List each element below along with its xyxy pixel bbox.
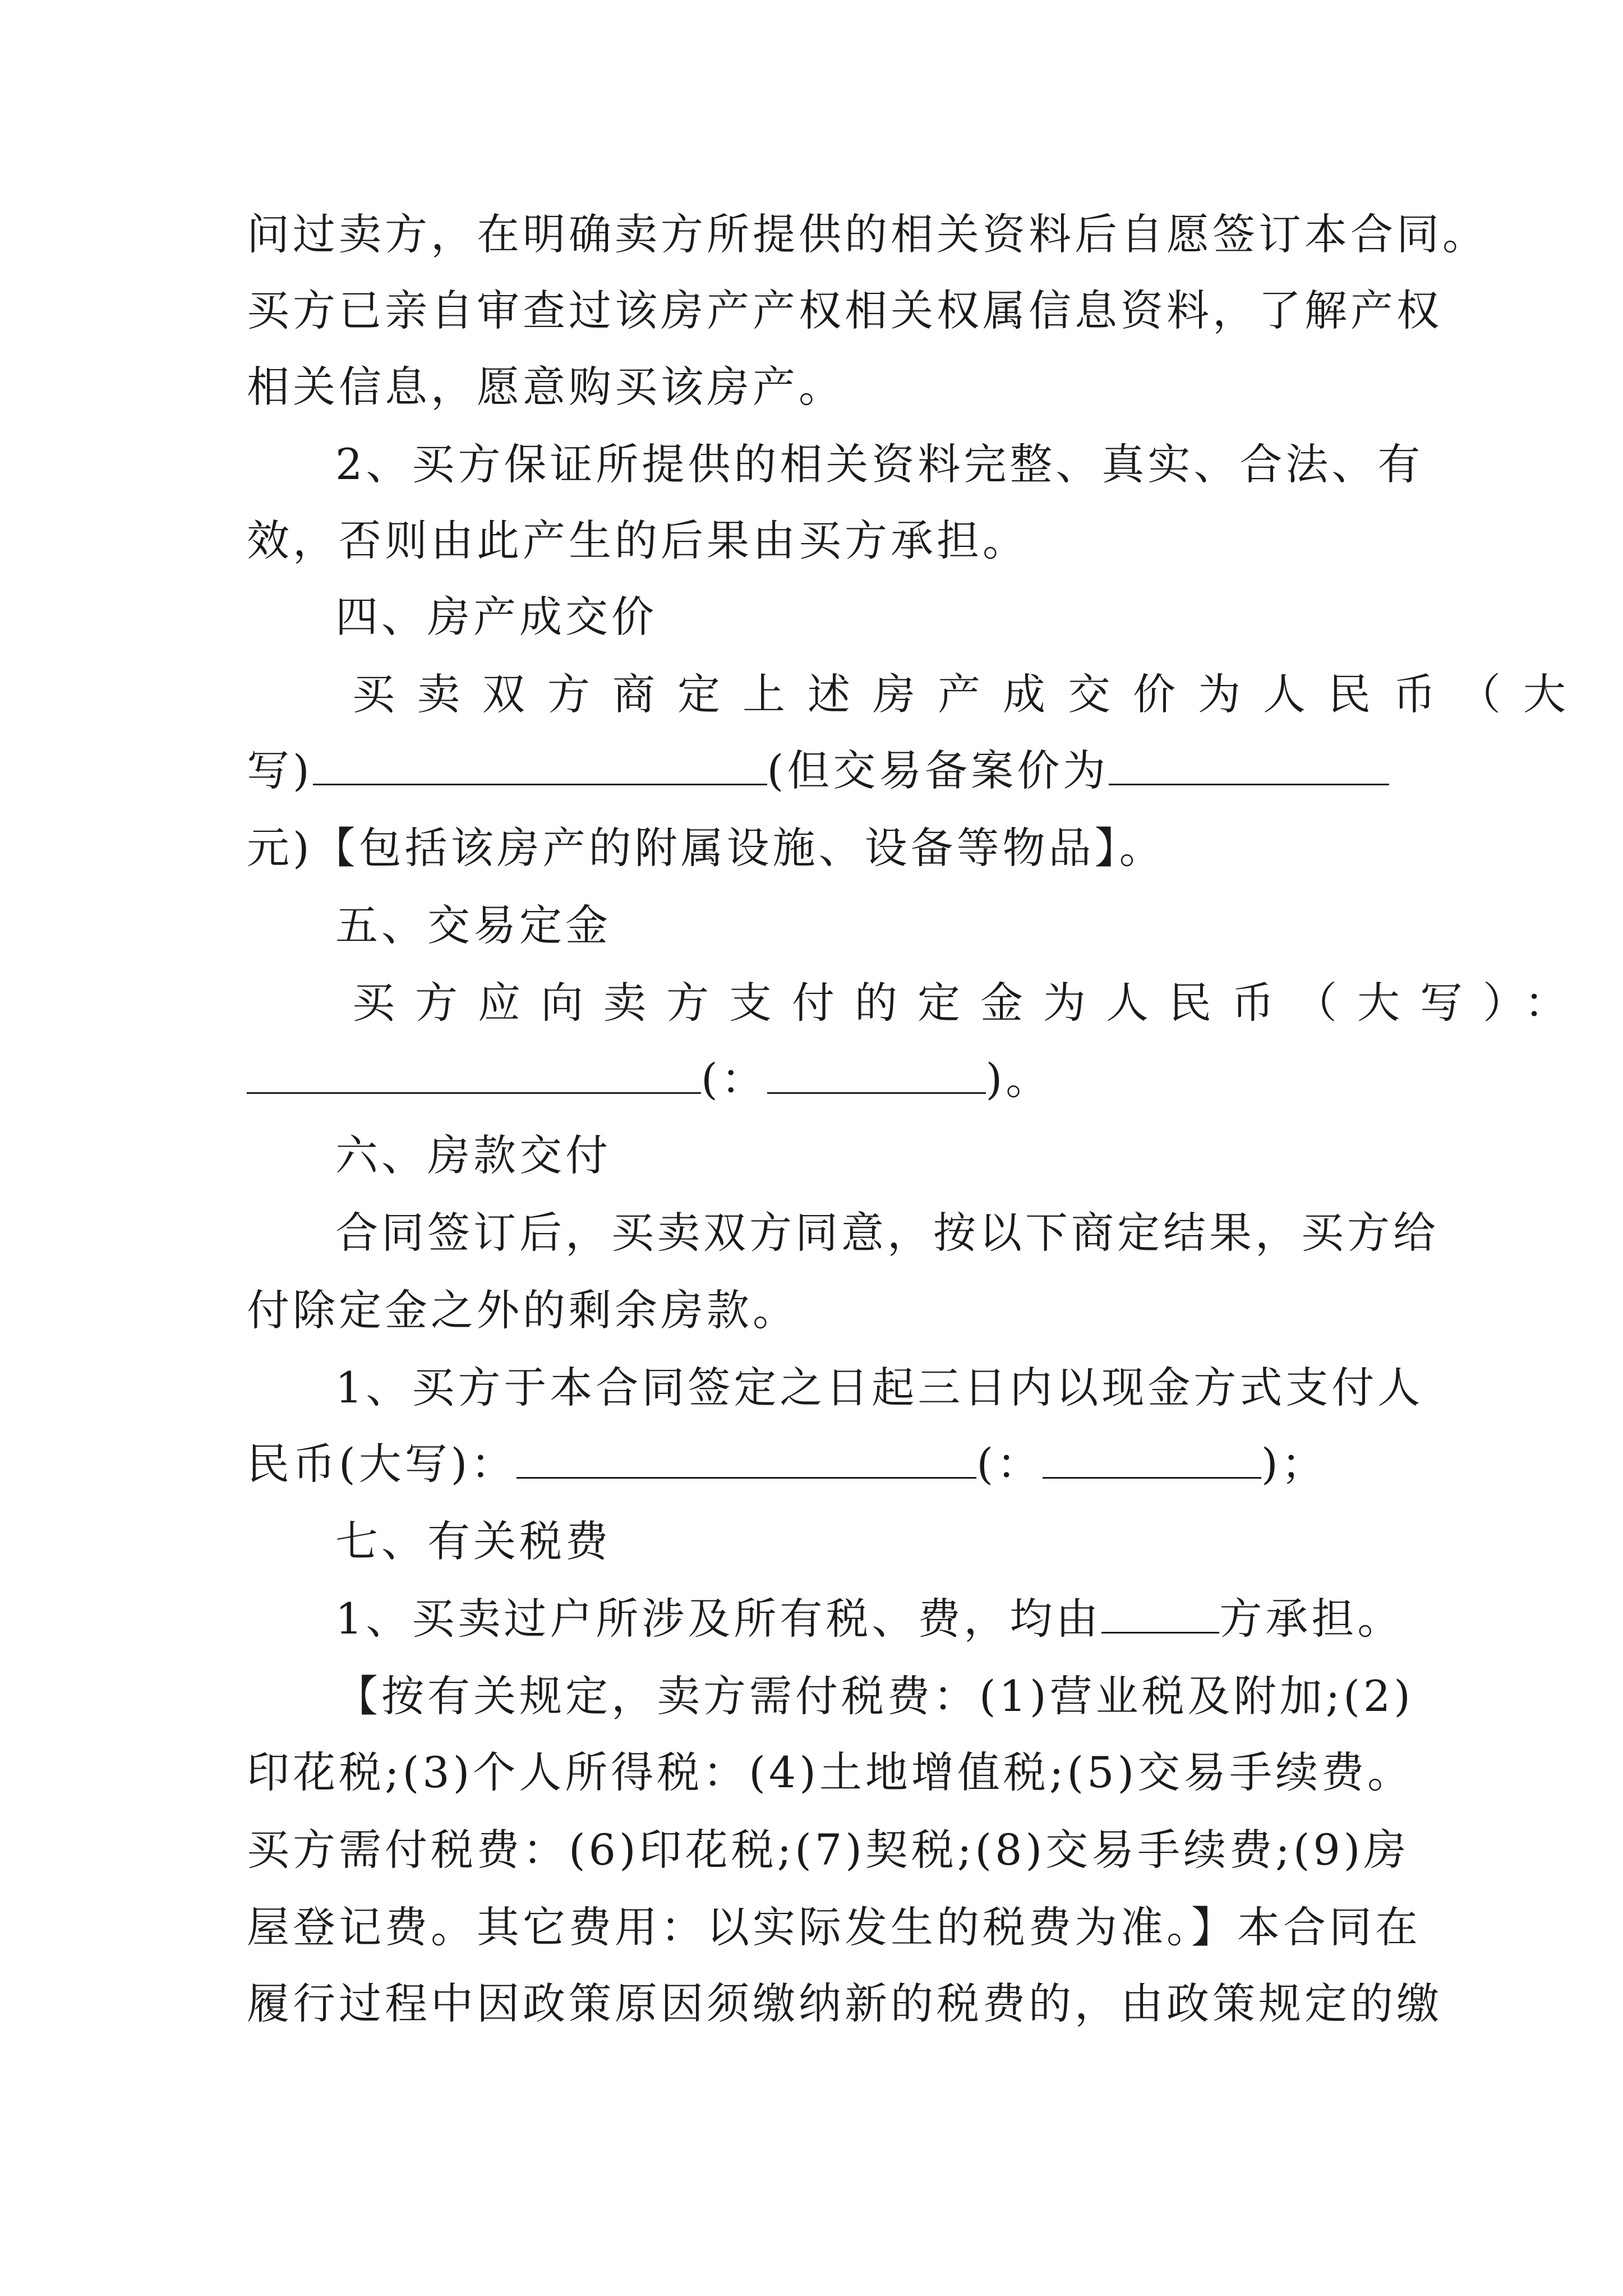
blank-field (1109, 748, 1389, 785)
paragraph-line: 2、买方保证所提供的相关资料完整、真实、合法、有 (335, 439, 1424, 489)
text-segment: (但交易备案价为 (767, 746, 1109, 795)
paragraph-line: 相关信息，愿意购买该房产。 (247, 362, 845, 412)
price-line (247, 743, 1389, 799)
blank-field (313, 748, 767, 785)
section-heading: 五、交易定金 (335, 900, 611, 950)
text-segment: (： (976, 1439, 1043, 1489)
paragraph-line: 印花税;(3)个人所得税：(4)土地增值税;(5)交易手续费。 (247, 1747, 1414, 1797)
blank-field (1101, 1596, 1219, 1634)
paragraph-line: 【按有关规定，卖方需付税费：(1)营业税及附加;(2) (335, 1671, 1414, 1721)
section-heading: 七、有关税费 (335, 1516, 611, 1566)
blank-field (247, 1056, 701, 1094)
text-segment: )。 (985, 1054, 1052, 1104)
payment-line (247, 1436, 1327, 1492)
paragraph-line: 履行过程中因政策原因须缴纳新的税费的，由政策规定的缴 (247, 1978, 1442, 2028)
tax-line (335, 1591, 1403, 1647)
paragraph-line: 付除定金之外的剩余房款。 (247, 1285, 799, 1335)
paragraph-line: 元)【包括该房产的附属设施、设备等物品】。 (247, 823, 1165, 873)
paragraph-line: 买方应向卖方支付的定金为人民币（大写）： (352, 978, 1587, 1028)
paragraph-line: 买方已亲自审查过该房产产权相关权属信息资料，了解产权 (247, 286, 1442, 335)
paragraph-line: 屋登记费。其它费用：以实际发生的税费为准。】本合同在 (247, 1902, 1421, 1952)
blank-field (767, 1056, 986, 1094)
text-segment: 写) (247, 746, 313, 795)
text-segment: 民币(大写)： (247, 1439, 517, 1489)
blank-field (1043, 1441, 1261, 1479)
section-heading: 六、房款交付 (335, 1130, 611, 1180)
paragraph-line: 买方需付税费：(6)印花税;(7)契税;(8)交易手续费;(9)房 (247, 1825, 1410, 1875)
deposit-line (247, 1051, 1052, 1107)
paragraph-line: 买卖双方商定上述房产成交价为人民币（大 (352, 669, 1588, 719)
paragraph-line: 合同签订后，买卖双方同意，按以下商定结果，买方给 (335, 1208, 1439, 1258)
blank-field (517, 1441, 976, 1479)
paragraph-line: 问过卖方，在明确卖方所提供的相关资料后自愿签订本合同。 (247, 209, 1488, 259)
paragraph-line: 效，否则由此产生的后果由买方承担。 (247, 516, 1029, 565)
text-segment: (： (701, 1054, 767, 1104)
section-heading: 四、房产成交价 (335, 592, 657, 642)
text-segment: )； (1261, 1439, 1327, 1489)
paragraph-line: 1、买方于本合同签定之日起三日内以现金方式支付人 (335, 1363, 1424, 1412)
text-segment: 方承担。 (1219, 1594, 1404, 1644)
text-segment: 1、买卖过户所涉及所有税、费，均由 (335, 1594, 1102, 1644)
